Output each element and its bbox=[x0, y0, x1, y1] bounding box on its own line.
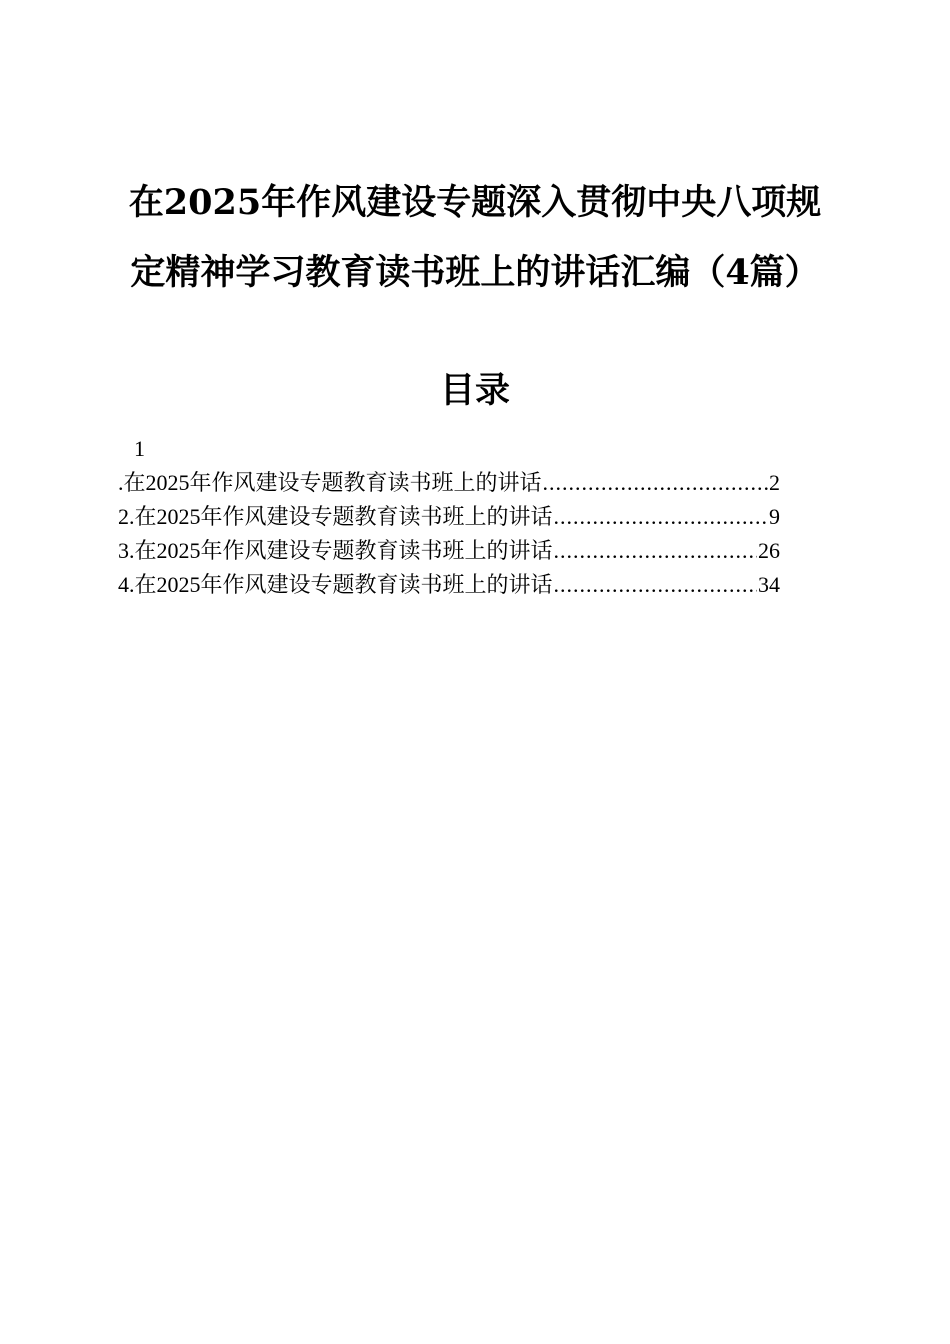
toc-leader-dots bbox=[554, 500, 768, 534]
toc-entry-page: 9 bbox=[769, 504, 780, 529]
toc-entry-page: 34 bbox=[758, 572, 780, 597]
toc-heading: 目录 bbox=[439, 370, 510, 411]
toc-entry-page: 2 bbox=[769, 470, 780, 495]
toc-entry-text: 在2025年作风建设专题教育读书班上的讲话 bbox=[134, 572, 553, 597]
title-line-1: 在2025年作风建设专题深入贯彻中央八项规 bbox=[128, 182, 822, 223]
toc-entry-prefix: 4. bbox=[118, 572, 135, 597]
toc-entry-page: 26 bbox=[758, 538, 780, 563]
toc-entry-4[interactable] bbox=[118, 568, 780, 602]
toc-entry-1[interactable] bbox=[118, 466, 780, 500]
toc-leader-dots bbox=[554, 568, 757, 602]
toc-entry-text: 在2025年作风建设专题教育读书班上的讲话 bbox=[123, 470, 542, 495]
table-of-contents bbox=[118, 432, 780, 602]
toc-entry-prefix: 3. bbox=[118, 538, 135, 563]
document-title bbox=[110, 168, 840, 308]
toc-entry-text: 在2025年作风建设专题教育读书班上的讲话 bbox=[134, 504, 553, 529]
title-line-2: 定精神学习教育读书班上的讲话汇编（4篇） bbox=[130, 252, 820, 293]
toc-entry-text: 在2025年作风建设专题教育读书班上的讲话 bbox=[134, 538, 553, 563]
toc-entry-prefix: . bbox=[118, 470, 124, 495]
toc-entry-2[interactable] bbox=[118, 500, 780, 534]
toc-entry-1-number: 1 bbox=[134, 436, 145, 461]
toc-leader-dots bbox=[543, 466, 768, 500]
toc-entry-3[interactable] bbox=[118, 534, 780, 568]
toc-entry-prefix: 2. bbox=[118, 504, 135, 529]
toc-leader-dots bbox=[554, 534, 757, 568]
